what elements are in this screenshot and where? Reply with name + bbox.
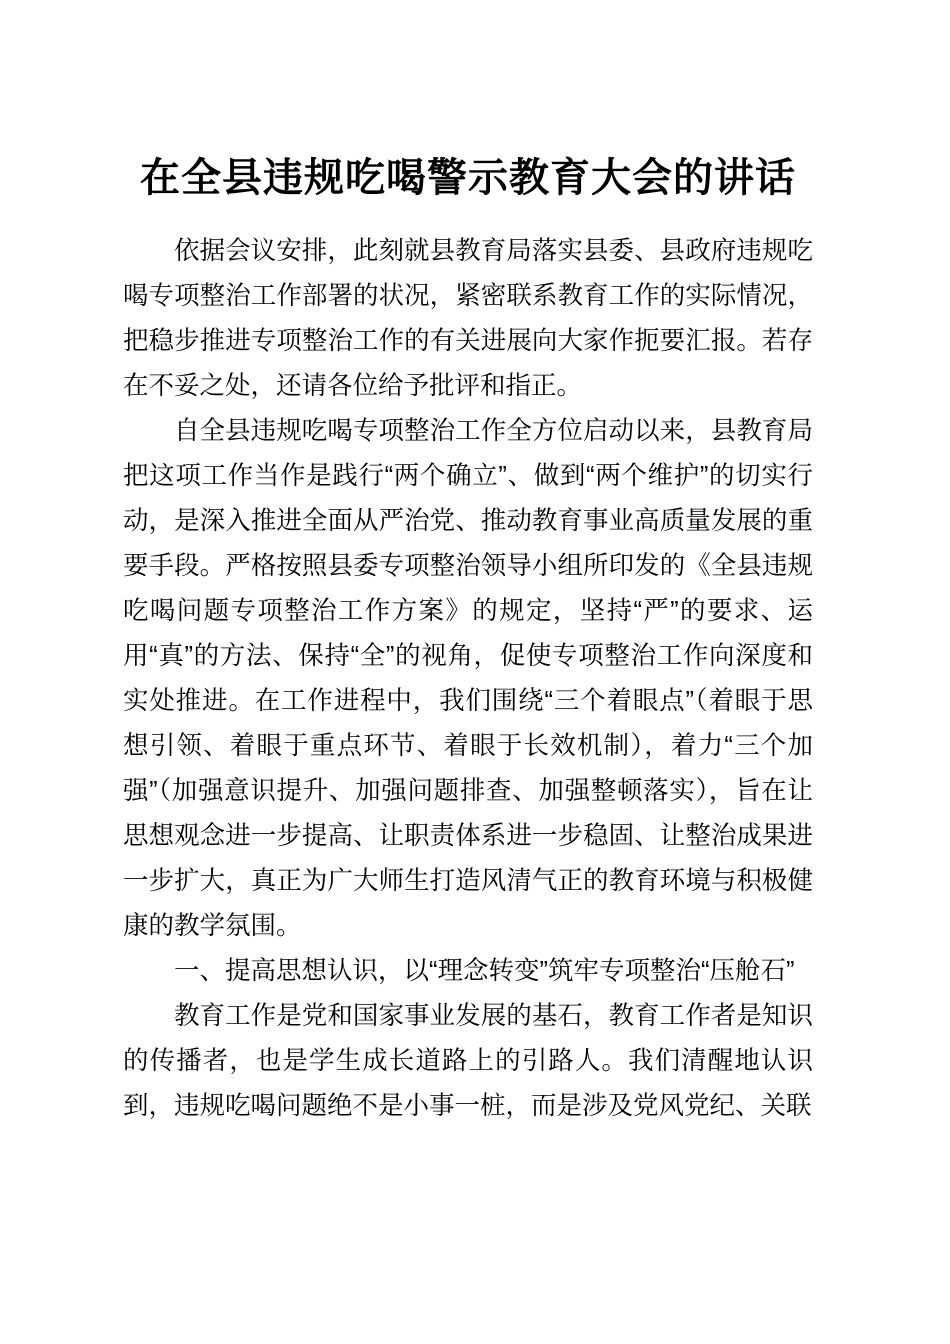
paragraph-overview: 自全县违规吃喝专项整治工作全方位启动以来，县教育局把这项工作当作是践行“两个确立”、做到“两个维护”的切实行动，是深入推进全面从严治党、推动教育事业高质量发展的重要手段。严格按照县委专项整治领导小组所印发的《全县违规吃喝问题专项整治工作方案》的规定，坚持“严”的要求、运用“真”的方法、保持“全”的视角，促使专项整治工作向深度和实处推进。在工作进程中，我们围绕“三个着眼点”（着眼于思想引领、着眼于重点环节、着眼于长效机制），着力“三个加强”（加强意识提升、加强问题排查、加强整顿落实），旨在让思想观念进一步提高、让职责体系进一步稳固、让整治成果进一步扩大，真正为广大师生打造风清气正的教育环境与积极健康的教学氛围。 <box>123 417 813 940</box>
section-heading-1: 一、提高思想认识，以“理念转变”筑牢专项整治“压舱石” <box>174 957 795 985</box>
paragraph-section1-body: 教育工作是党和国家事业发展的基石，教育工作者是知识的传播者，也是学生成长道路上的引路人。我们清醒地认识到，违规吃喝问题绝不是小事一桩，而是涉及党风党纪、关联 <box>123 1002 813 1120</box>
document-title: 在全县违规吃喝警示教育大会的讲话 <box>140 155 796 200</box>
paragraph-opening: 依据会议安排，此刻就县教育局落实县委、县政府违规吃喝专项整治工作部署的状况，紧密联系教育工作的实际情况，把稳步推进专项整治工作的有关进展向大家作扼要汇报。若存在不妥之处，还请各位给予批评和指正。 <box>123 237 813 400</box>
